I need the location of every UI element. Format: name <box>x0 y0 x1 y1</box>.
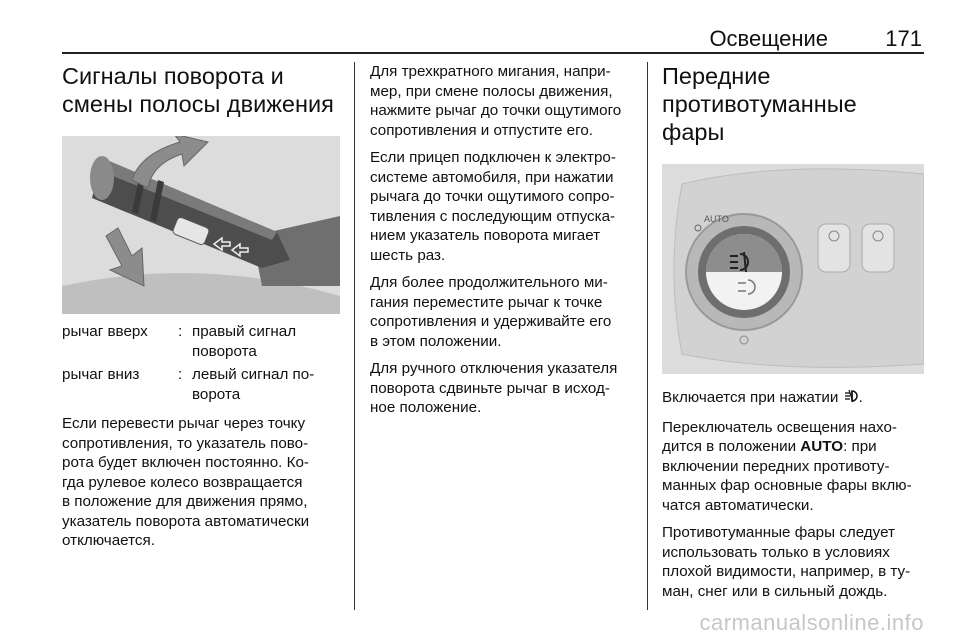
paragraph-permanent-signal: Если перевести рычаг через точку сопротивления, то указатель пово- рота будет включен постоянно. Ко- гда рулевое колесо возвращается в положение для движения прямо, указатель поворота автоматически отключается. <box>62 415 310 549</box>
paragraph-auto-mode: Переключатель освещения нахо- дится в положении AUTO: при включении передних противоту- манных фар основные фары вклю- чатся автоматически. <box>662 418 912 514</box>
header-divider <box>62 52 924 54</box>
turn-signal-lever-figure <box>62 136 340 314</box>
front-fog-light-icon <box>843 388 859 410</box>
column-fog-lights <box>662 62 924 609</box>
paragraph-activation: Включается при нажатии . <box>662 388 924 410</box>
column-divider-1 <box>354 62 355 610</box>
page-number: 171 <box>885 26 922 51</box>
paragraph-long-blink: Для более продолжительного ми- гания переместите рычаг к точке сопротивления и удерживайте его в этом положении. <box>370 274 612 350</box>
definition-row: рычаг вверх : правый сигнал поворота <box>62 323 297 360</box>
column-turn-signals <box>62 62 340 559</box>
turn-signal-lever-icon <box>62 136 340 314</box>
auto-label: AUTO <box>800 438 844 455</box>
fog-light-switch-icon <box>662 164 924 374</box>
section-heading-turn-signals: Сигналы поворота и смены полосы движения <box>62 63 334 117</box>
column-signal-details <box>370 62 632 426</box>
lever-definitions <box>62 322 340 404</box>
paragraph-three-blink: Для трехкратного мигания, напри- мер, при смене полосы движения, нажмите рычаг до точки ощутимого сопротивления и отпустите его. <box>370 63 622 139</box>
definition-row: рычаг вниз : левый сигнал по- ворота <box>62 366 315 403</box>
watermark: carmanualsonline.info <box>699 610 924 635</box>
column-divider-2 <box>647 62 648 610</box>
fog-light-switch-figure <box>662 164 924 374</box>
paragraph-trailer: Если прицеп подключен к электро- системе автомобиля, при нажатии рычага до точки ощутимого сопро- тивления с последующим отпуска- нием указатель поворота мигает шесть раз. <box>370 149 616 264</box>
auto-knob-label: AUTO <box>704 214 729 224</box>
paragraph-manual-off: Для ручного отключения указателя поворота сдвиньте рычаг в исход- ное положение. <box>370 360 618 416</box>
section-heading-fog-lights: Передние противотуманные фары <box>662 63 857 145</box>
paragraph-usage: Противотуманные фары следует использовать только в условиях плохой видимости, например, в ту- ман, снег или в сильный дождь. <box>662 524 911 600</box>
section-title: Освещение <box>709 26 828 51</box>
